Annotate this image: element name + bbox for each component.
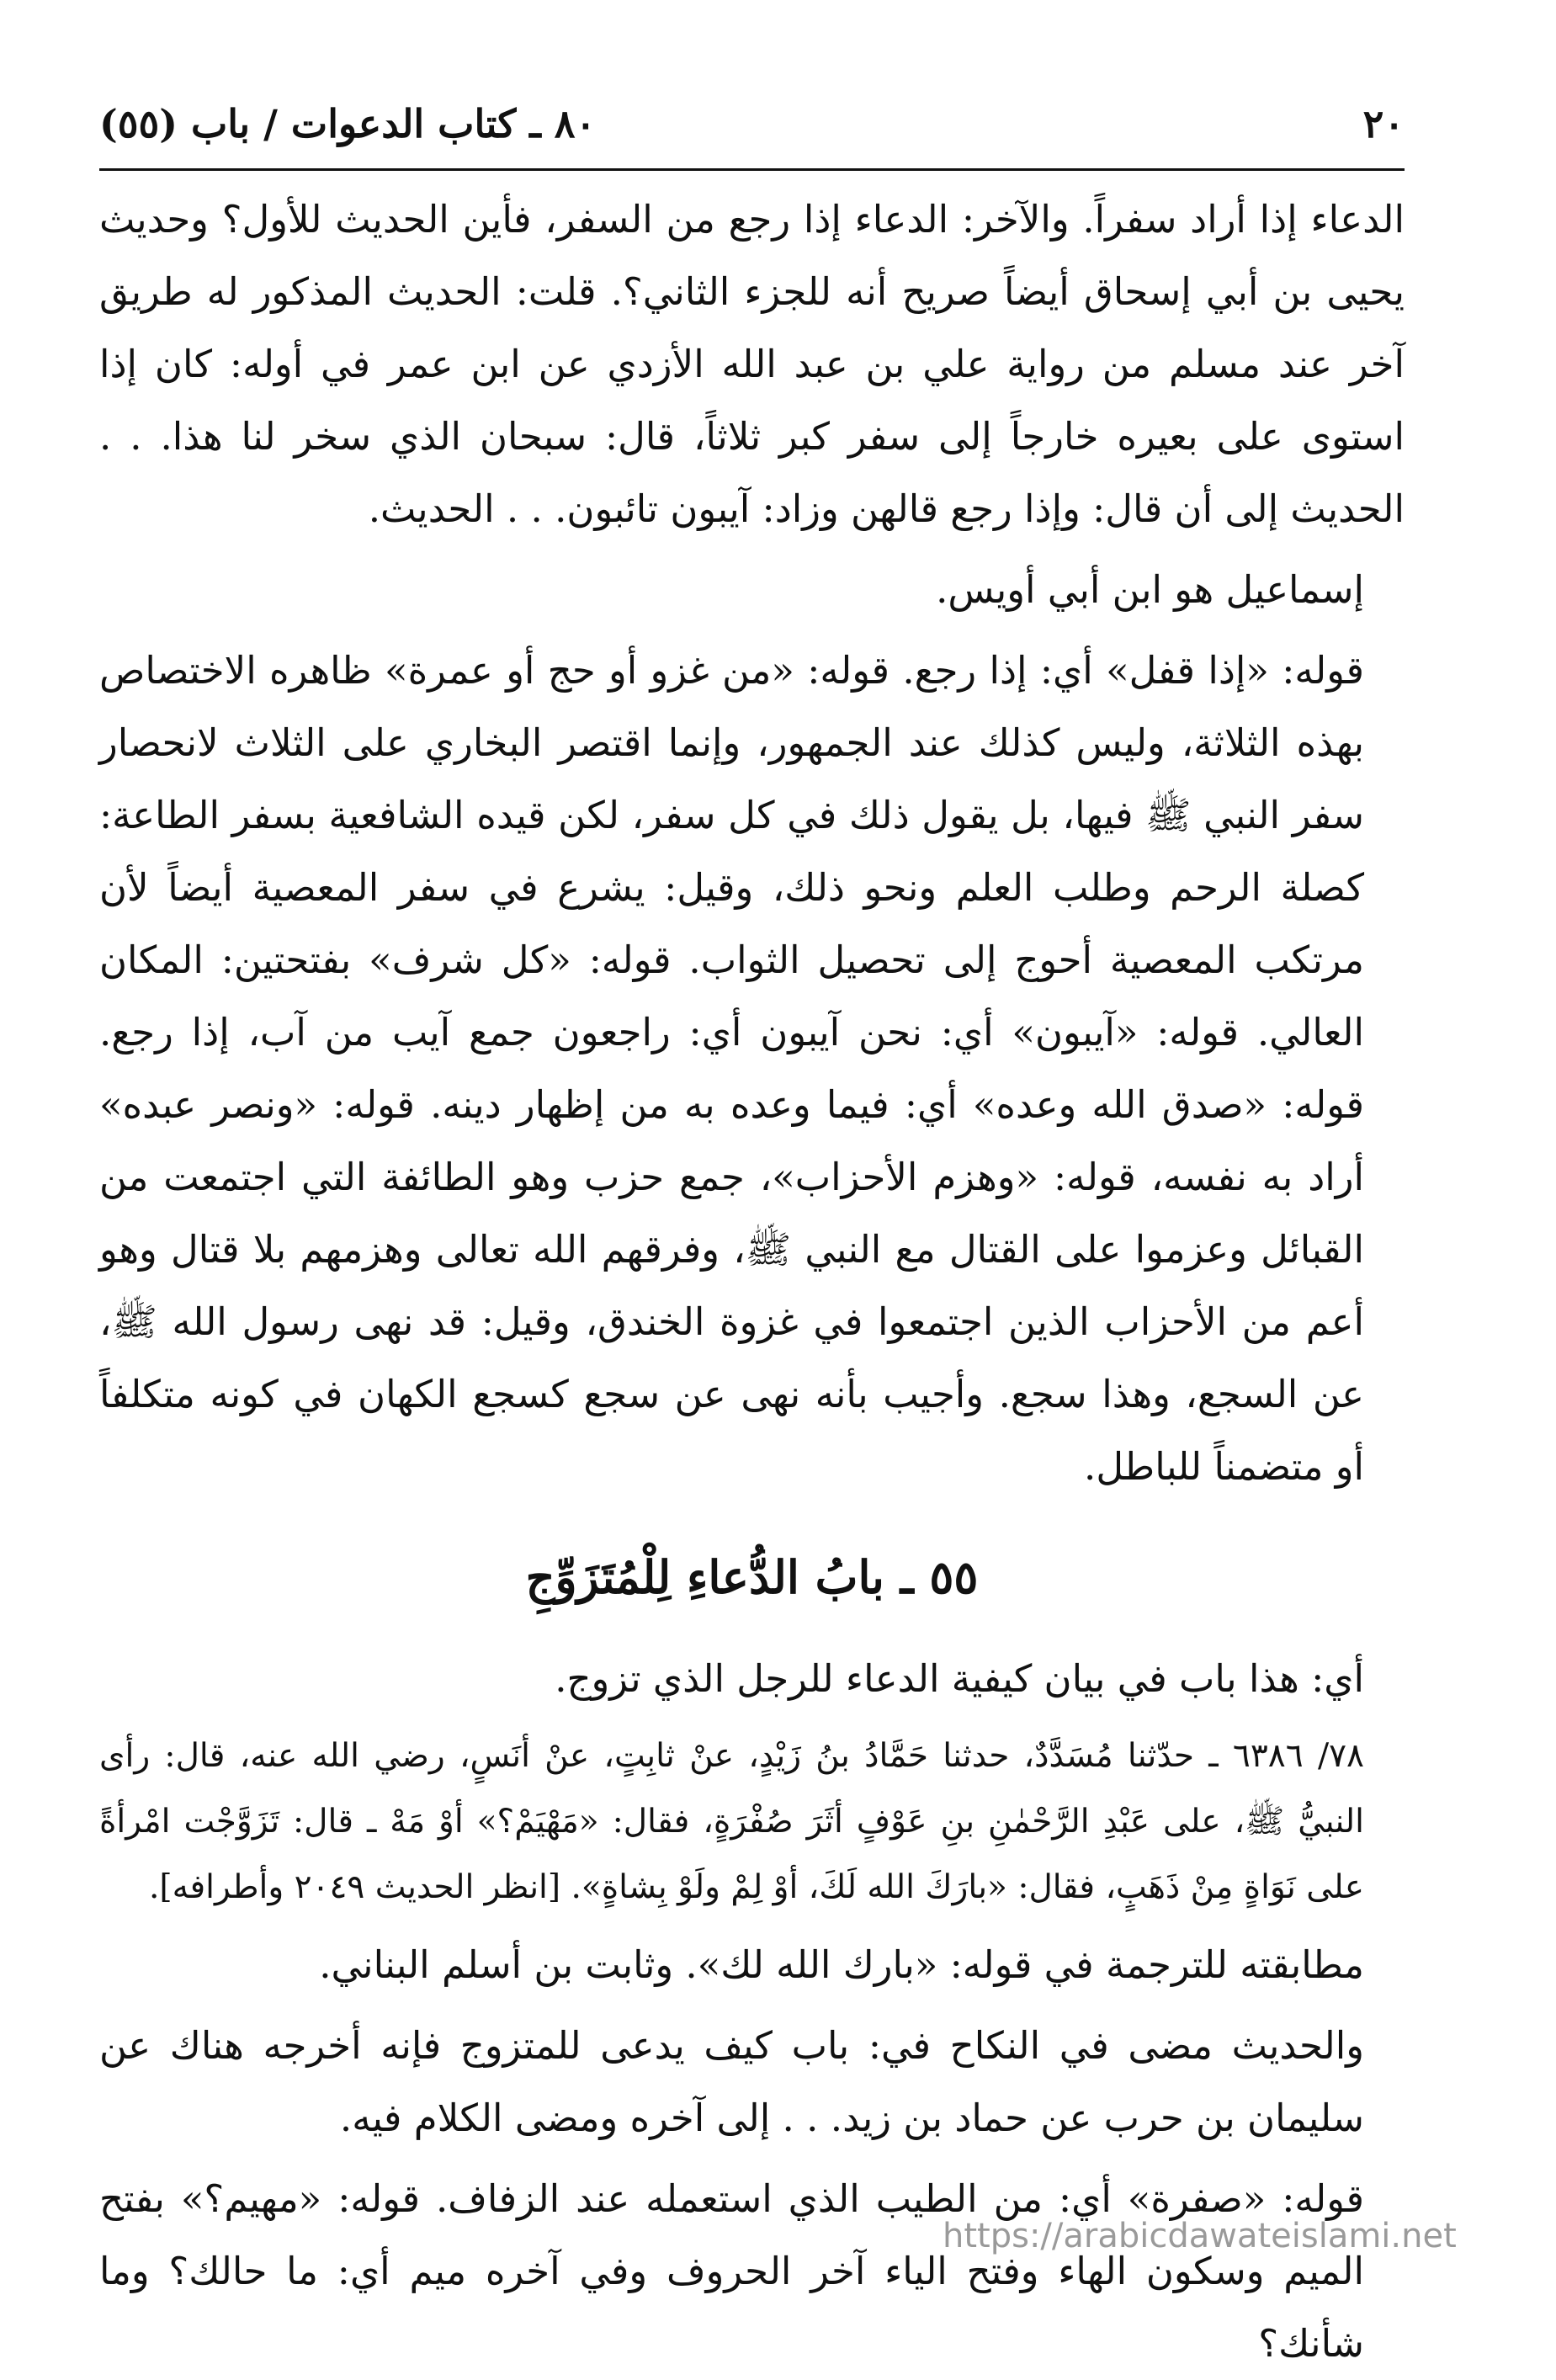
chapter-title: ٥٥ ـ بابُ الدُّعاءِ لِلْمُتَزَوِّجِ (525, 1550, 979, 1604)
page-header (99, 94, 1405, 153)
paragraph-relevance: مطابقته للترجمة في قوله: «بارك الله لك». وثابت بن أسلم البناني. (319, 1942, 1364, 1987)
hadith-text: ٧٨/ ٦٣٨٦ ـ حدّثنا مُسَدَّدٌ، حدثنا حَمَّادُ بنُ زَيْدٍ، عنْ ثابِتٍ، عنْ أنَسٍ، رضي الله عنه، قال: رأى النبيُّ ﷺ، على عَبْدِ الرَّحْمٰنِ بنِ عَوْفٍ أثَرَ صُفْرَةٍ، فقال: «مَهْيَمْ؟» أوْ مَهْ ـ قال: تَزَوَّجْت امْرأةً على نَوَاةٍ مِنْ ذَهَبٍ، فقال: «بارَكَ الله لَكَ، أوْ لِمْ ولَوْ بِشاةٍ». [انظر الحديث ٢٠٤٩ وأطرافه]. (99, 1737, 1364, 1906)
paragraph-commentary-2: قوله: «إذا قفل» أي: إذا رجع. قوله: «من غزو أو حج أو عمرة» ظاهره الاختصاص بهذه الثلاثة، وليس كذلك عند الجمهور، وإنما اقتصر البخاري على الثلاث لانحصار سفر النبي ﷺ فيها، بل يقول ذلك في كل سفر، لكن قيده الشافعية بسفر الطاعة: كصلة الرحم وطلب العلم ونحو ذلك، وقيل: يشرع في سفر المعصية أيضاً لأن مرتكب المعصية أحوج إلى تحصيل الثواب. قوله: «كل شرف» بفتحتين: المكان العالي. قوله: «آيبون» أي: نحن آيبون أي: راجعون جمع آيب من آب، إذا رجع. قوله: «صدق الله وعده» أي: فيما وعده به من إظهار دينه. قوله: «ونصر عبده» أراد به نفسه، قوله: «وهزم الأحزاب»، جمع حزب وهو الطائفة التي اجتمعت من القبائل وعزموا على القتال مع النبي ﷺ، وفرقهم الله تعالى وهزمهم بلا قتال وهو أعم من الأحزاب الذين اجتمعوا في غزوة الخندق، وقيل: قد نهى رسول الله ﷺ، عن السجع، وهذا سجع. وأجيب بأنه نهى عن سجع كسجع الكهان في كونه متكلفاً أو متضمناً للباطل. (99, 648, 1364, 1489)
page-number: ٢٠ (1362, 101, 1405, 146)
paragraph-narrator-note: إسماعيل هو ابن أبي أويس. (936, 567, 1364, 612)
header-divider (99, 168, 1405, 171)
paragraph-cross-reference: والحديث مضى في النكاح في: باب كيف يدعى للمتزوج فإنه أخرجه هناك عن سليمان بن حرب عن حماد بن زيد. . . إلى آخره ومضى الكلام فيه. (99, 2023, 1364, 2140)
paragraph-commentary-1: الدعاء إذا أراد سفراً. والآخر: الدعاء إذا رجع من السفر، فأين الحديث للأول؟ وحديث يحيى بن أبي إسحاق أيضاً صريح أنه للجزء الثاني؟. قلت: الحديث المذكور له طريق آخر عند مسلم من رواية علي بن عبد الله الأزدي عن ابن عمر في أوله: كان إذا استوى على بعيره خارجاً إلى سفر كبر ثلاثاً، قال: سبحان الذي سخر لنا هذا. . . الحديث إلى أن قال: وإذا رجع قالهن وزاد: آيبون تائبون. . . الحديث. (99, 197, 1405, 531)
paragraph-word-explanation: قوله: «صفرة» أي: من الطيب الذي استعمله عند الزفاف. قوله: «مهيم؟» بفتح الميم وسكون الهاء وفتح الياء آخر الحروف وفي آخره ميم أي: ما حالك؟ وما شأنك؟ (99, 2176, 1364, 2366)
page-body (99, 183, 1405, 2380)
running-title: ٨٠ ـ كتاب الدعوات / باب (٥٥) (99, 101, 597, 146)
paragraph-chapter-explanation: أي: هذا باب في بيان كيفية الدعاء للرجل الذي تزوج. (555, 1656, 1364, 1701)
source-watermark: https://arabicdawateislami.net (943, 2217, 1457, 2255)
